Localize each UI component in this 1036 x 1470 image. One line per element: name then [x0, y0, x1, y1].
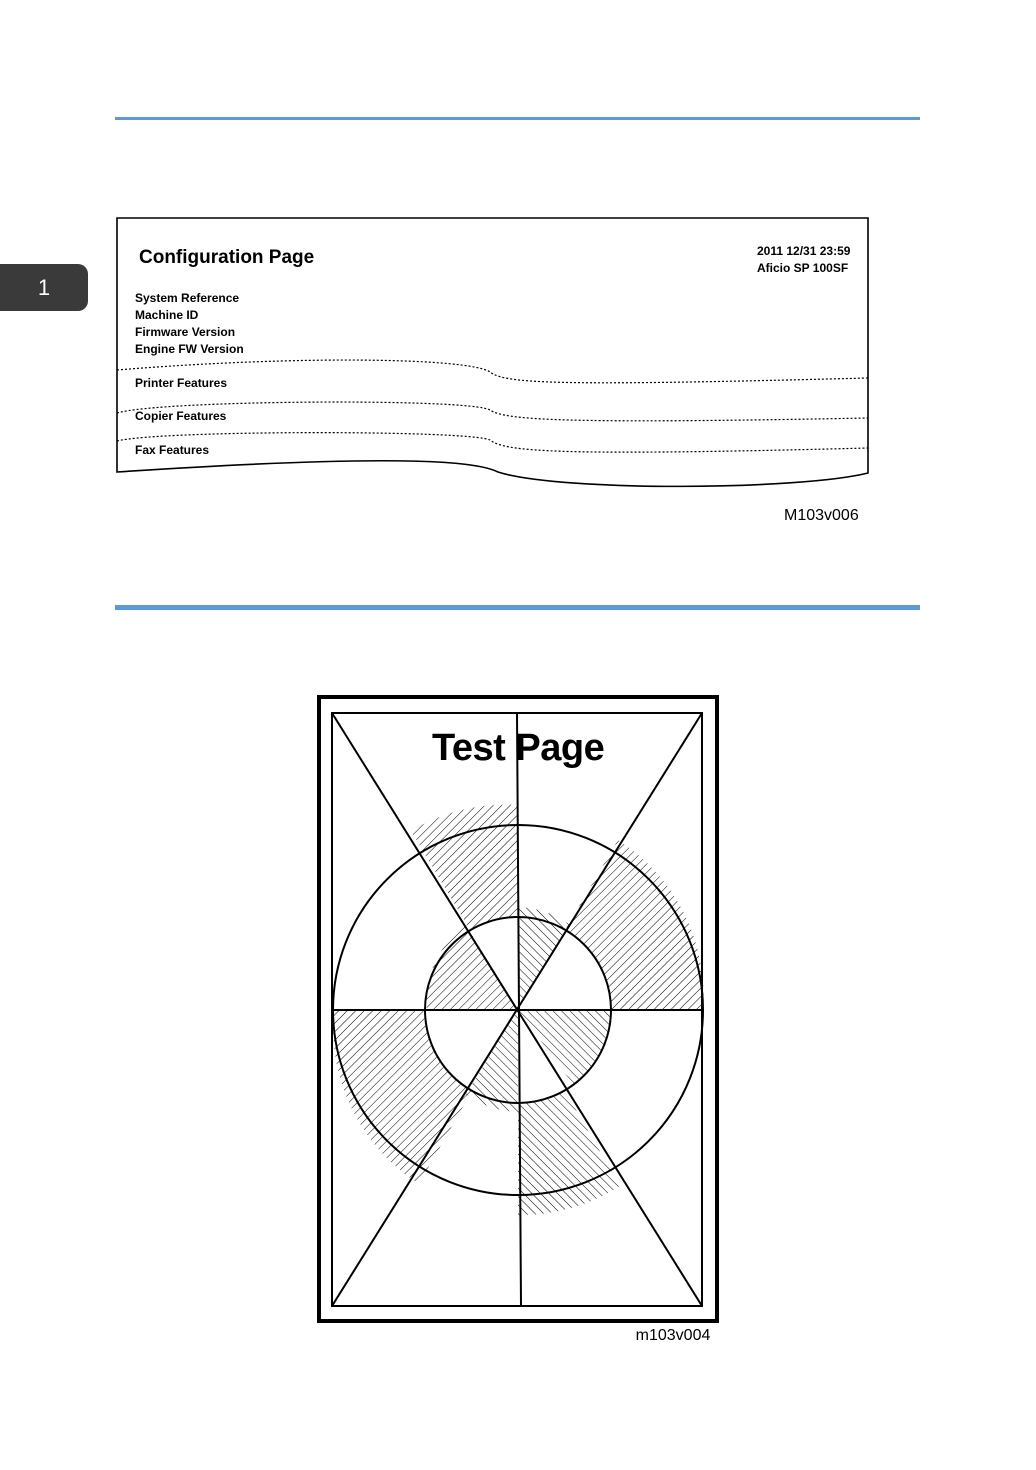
section-divider-middle — [115, 605, 920, 610]
config-section-fax-features: Fax Features — [135, 443, 210, 457]
config-figure-caption: M103v006 — [784, 507, 859, 524]
test-page-inner-frame — [332, 713, 702, 1306]
configuration-page-outline — [0, 0, 1036, 560]
test-page-title: Test Page — [432, 727, 605, 769]
config-item-machine-id: Machine ID — [135, 308, 199, 322]
configuration-page-figure — [0, 0, 1036, 560]
config-section-copier-features: Copier Features — [135, 409, 227, 423]
config-page-datetime: 2011 12/31 23:59 — [757, 244, 851, 258]
config-item-engine-fw-version: Engine FW Version — [135, 342, 244, 356]
config-item-firmware-version: Firmware Version — [135, 325, 236, 339]
test-page-outer-frame — [319, 697, 717, 1321]
config-section-printer-features: Printer Features — [135, 376, 228, 390]
config-item-system-reference: System Reference — [135, 291, 240, 305]
test-page-hatched-sectors — [333, 805, 703, 1215]
test-figure-caption: m103v004 — [635, 1327, 711, 1344]
config-page-title: Configuration Page — [139, 247, 315, 268]
config-page-model: Aficio SP 100SF — [757, 261, 849, 275]
chapter-number: 1 — [37, 274, 51, 300]
test-page-geometry — [332, 713, 703, 1306]
